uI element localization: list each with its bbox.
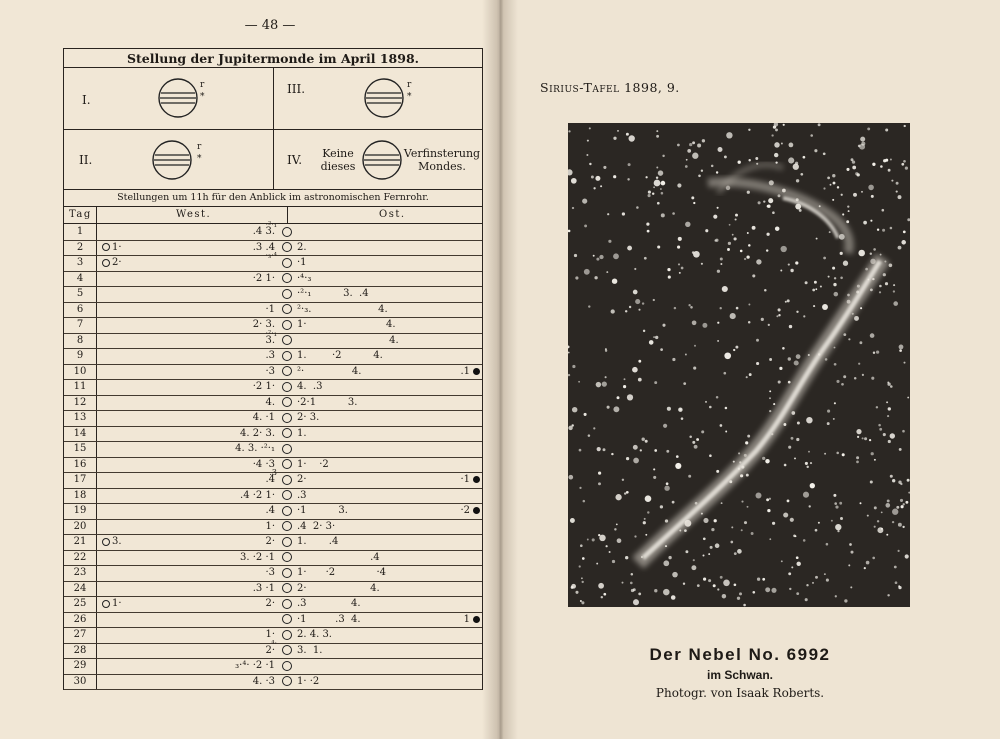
west-positions: .4 3. [252,226,275,237]
moon-eclipse-dot-icon [473,476,480,483]
jupiter-icon [282,242,292,252]
nebula-caption-title: Der Nebel No. 6992 [649,645,831,664]
column-header-west: West. [176,209,212,220]
ost-positions: ·2·1 3. [297,396,358,408]
row-rule [64,550,482,551]
west-positions: .4 ·2 1· [240,489,275,501]
west-positions: ·2 1· [252,381,275,392]
eclipse-ii-r: r [197,142,202,152]
row-rule [64,410,482,411]
jupiter-icon [282,490,292,500]
ost-positions: 2. 4. 3. [297,629,332,640]
jupiter-icon [282,366,292,376]
jupiter-disc-icon [151,139,193,181]
day-number: 15 [73,443,87,454]
rule [96,206,97,690]
table-title: Stellung der Jupitermonde im April 1898. [127,51,419,66]
jupiter-disc-icon [361,139,403,181]
west-positions: 2· [265,536,275,547]
near-positions: ·²·₁ [265,328,277,338]
row-rule [64,534,482,535]
ost-positions: ·1 .3 4. [297,613,361,625]
west-positions: 2· 3. [252,319,275,330]
west-positions: 2· [265,598,275,609]
west-positions: ·3 [265,567,275,578]
ost-positions: 2. [297,241,307,253]
eclipse-iv-left-text: Keine dieses [320,147,356,173]
day-number: 19 [73,505,87,516]
day-number: 1 [76,226,84,237]
day-number: 8 [76,334,84,346]
day-number: 14 [73,427,87,439]
west-positions: 1· [265,520,275,532]
jupiter-icon [282,382,292,392]
west-positions: .3 .4 [252,241,275,253]
row-rule [64,627,482,628]
ost-positions: 1· 4. [297,319,396,330]
ost-positions: ·⁴·₃ [297,272,312,284]
west-positions: 4. 3. ·²·₁ [235,443,275,454]
day-number: 24 [73,582,87,594]
day-number: 5 [76,288,84,299]
day-number: 30 [73,675,87,687]
west-positions: ·3 [265,365,275,377]
row-rule [64,426,482,427]
eclipse-iii-r: r [407,80,412,90]
row-rule [64,503,482,504]
rule [64,129,482,130]
jupiter-disc-icon [363,77,405,119]
day-number: 7 [76,319,84,330]
moon-occultation-icon [102,600,110,608]
day-number: 29 [73,660,87,671]
jupiter-icon [282,273,292,283]
ost-positions: 3. 1. [297,644,323,656]
positions-caption: Stellungen um 11h für den Anblick im astronomischen Fernrohr. [117,192,429,203]
row-rule [64,596,482,597]
day-number: 3 [76,257,84,268]
west-positions: 4. ·1 [252,412,275,423]
book-gutter [482,0,518,739]
ost-positions: 1. .4 [297,536,339,547]
row-rule [64,581,482,582]
far-west-position: 3. [112,536,122,547]
jupiter-icon [282,258,292,268]
jupiter-icon [282,459,292,469]
day-number: 26 [73,613,87,625]
ost-positions: 2· 3. [297,412,320,423]
ost-positions: .4 [297,551,380,563]
eclipse-i-star: * [200,92,205,102]
day-number: 17 [73,474,87,485]
eclipse-i-label: I. [82,93,91,107]
ost-positions: ²·₃. 4. [297,303,388,315]
day-number: 16 [73,458,87,470]
jupiter-disc-icon [157,77,199,119]
day-number: 9 [76,350,84,361]
jupiter-icon [282,537,292,547]
row-rule [64,364,482,365]
west-positions: 1· [265,629,275,640]
eclipse-iii-label: III. [287,82,306,96]
day-number: 11 [73,381,87,392]
row-rule [64,302,482,303]
nebula-photograph [568,123,910,607]
row-rule [64,612,482,613]
jupiter-icon [282,413,292,423]
jupiter-icon [282,661,292,671]
ost-positions: 4. [297,334,399,346]
ost-positions: 4. .3 [297,381,323,392]
ost-positions: 1· ·2 [297,675,320,687]
day-number: 2 [76,241,84,253]
ost-positions: 1. [297,427,307,439]
jupiter-icon [282,304,292,314]
ost-positions: 1· ·2 ·4 [297,567,387,578]
jupiter-icon [282,583,292,593]
eclipse-iv-label: IV. [287,153,303,167]
row-rule [64,488,482,489]
rule [64,206,482,207]
jupiter-icon [282,614,292,624]
row-rule [64,348,482,349]
day-number: 23 [73,567,87,578]
row-rule [64,240,482,241]
row-rule [64,689,482,690]
ost-positions: .3 [297,489,307,501]
west-positions: 4. 2· 3. [240,427,275,439]
west-positions: ·2 1· [252,272,275,284]
jupiter-icon [282,428,292,438]
jupiter-moons-table [63,48,483,690]
day-number: 10 [73,365,87,377]
eclipse-iii-star: * [407,92,412,102]
ost-positions: ²· 4. [297,365,362,377]
nebula-caption-subtitle: im Schwan. [706,668,774,682]
jupiter-icon [282,676,292,686]
ost-positions: 2· [297,474,307,485]
jupiter-icon [282,475,292,485]
day-number: 13 [73,412,87,423]
moon-eclipse-dot-icon [473,616,480,623]
west-positions: .3 [265,350,275,361]
row-rule [64,317,482,318]
ost-positions: ·1 [297,257,307,268]
rule [287,206,288,224]
row-rule [64,286,482,287]
day-number: 21 [73,536,87,547]
far-west-position: 1· [112,598,122,609]
jupiter-icon [282,645,292,655]
ost-positions: 2· 4. [297,582,380,594]
jupiter-icon [282,227,292,237]
rule [64,189,482,190]
jupiter-icon [282,506,292,516]
row-rule [64,379,482,380]
day-number: 20 [73,520,87,532]
photo-credit: Photogr. von Isaak Roberts. [655,686,825,700]
day-number: 4 [76,272,84,284]
far-west-position: 2· [112,257,122,268]
moon-occultation-icon [102,259,110,267]
west-positions: 4. [265,396,275,408]
eclipse-ii-label: II. [79,153,93,167]
far-east-position: ·1 [460,474,470,485]
jupiter-icon [282,320,292,330]
column-header-tag: Tag [69,209,92,220]
jupiter-icon [282,521,292,531]
eclipse-iv-right-text: Verfinsterung Mondes. [403,147,481,173]
ost-positions: 1· ·2 [297,458,329,470]
near-positions: ⁴· [271,638,277,648]
west-positions: 3. ·2 ·1 [240,551,275,563]
west-positions: 4. ·3 [252,675,275,687]
day-number: 12 [73,396,87,408]
jupiter-icon [282,599,292,609]
moon-eclipse-dot-icon [473,368,480,375]
jupiter-icon [282,351,292,361]
jupiter-icon [282,335,292,345]
row-rule [64,565,482,566]
row-rule [64,519,482,520]
eclipse-ii-star: * [197,154,202,164]
moon-occultation-icon [102,243,110,251]
day-number: 25 [73,598,87,609]
ost-positions: .4 2· 3· [297,520,336,532]
west-positions: ·1 [265,303,275,315]
jupiter-icon [282,444,292,454]
row-rule [64,441,482,442]
row-rule [64,271,482,272]
jupiter-icon [282,552,292,562]
near-positions: .3 [269,468,277,477]
plate-header: Sirius-Tafel 1898, 9. [540,80,680,95]
west-positions: ·4 ·3 [252,458,275,470]
moon-eclipse-dot-icon [473,507,480,514]
page-number: — 48 — [244,18,296,33]
row-rule [64,674,482,675]
column-header-ost: Ost. [379,209,406,220]
west-positions: .3 ·1 [252,582,275,594]
ost-positions: 1. ·2 4. [297,350,383,361]
eclipse-i-r: r [200,80,205,90]
ost-positions: .3 4. [297,598,361,609]
row-rule [64,658,482,659]
day-number: 6 [76,303,84,315]
day-number: 22 [73,551,87,563]
moon-occultation-icon [102,538,110,546]
day-number: 18 [73,489,87,501]
near-positions: ·₃·⁴ [265,251,277,260]
rule [273,67,274,189]
far-east-position: 1 [463,613,470,625]
ost-positions: ·²·₁ 3. .4 [297,288,369,299]
row-rule [64,395,482,396]
near-positions: ·²·₁ [265,220,277,229]
jupiter-icon [282,289,292,299]
west-positions: .4 [265,505,275,516]
jupiter-icon [282,568,292,578]
row-rule [64,457,482,458]
west-positions: 2· [265,644,275,656]
day-number: 27 [73,629,87,640]
day-number: 28 [73,644,87,656]
far-east-position: .1 [460,365,470,377]
jupiter-icon [282,630,292,640]
far-west-position: 1· [112,241,122,253]
jupiter-icon [282,397,292,407]
nebula-image [568,123,910,607]
far-east-position: ·2 [460,505,470,516]
ost-positions: ·1 3. [297,505,348,516]
west-positions: 3. [265,334,275,346]
west-positions: ₃·⁴· ·2 ·1 [235,660,275,671]
west-positions: .4 [265,474,275,485]
